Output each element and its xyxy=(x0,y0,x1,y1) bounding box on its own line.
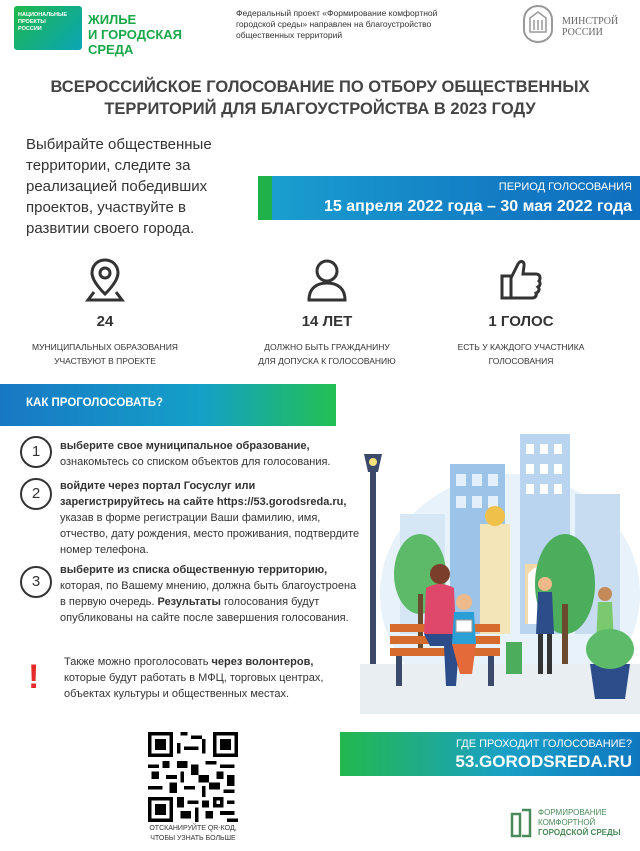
banner-accent-strip xyxy=(258,176,272,220)
qr-code[interactable] xyxy=(148,732,238,822)
step-number-1: 1 xyxy=(20,436,52,468)
location-pin-icon xyxy=(82,256,128,302)
intro-text: Выбирайте общественные территории, следите за реализацией победивших проектов, участвуйте в развитии своего города. xyxy=(26,136,212,237)
page-title xyxy=(50,76,590,120)
page-title-line1: ВСЕРОССИЙСКОЕ ГОЛОСОВАНИЕ ПО ОТБОРУ ОБЩЕСТВЕННЫХ xyxy=(50,78,590,96)
page-title-line2: ТЕРРИТОРИЙ ДЛЯ БЛАГОУСТРОЙСТВА В 2023 ГОДУ xyxy=(104,100,536,118)
stat-municipalities xyxy=(20,256,190,368)
qr-caption xyxy=(128,824,258,844)
step-3-detail: которая, по Вашему мнению, должна быть благоустроена в первую очередь. xyxy=(60,580,357,608)
step-3-bold: из списка общественную территорию, xyxy=(117,564,328,576)
voting-period-dates: 15 апреля 2022 года – 30 мая 2022 года xyxy=(324,198,632,215)
step-1-detail: ознакомьтесь со списком объектов для голосования. xyxy=(60,456,331,468)
stat-value: 14 ЛЕТ xyxy=(301,313,353,330)
ministry-logo xyxy=(520,4,630,48)
volunteer-detail: которые будут работать в МФЦ, торговых центрах, объектах культуры и общественных местах. xyxy=(64,672,324,700)
stat-desc-line1: МУНИЦИПАЛЬНЫХ ОБРАЗОВАНИЯ xyxy=(32,342,178,352)
thumbs-up-icon xyxy=(498,256,544,302)
qr-caption-line2: ЧТОБЫ УЗНАТЬ БОЛЬШЕ xyxy=(150,835,236,842)
stat-vote xyxy=(436,256,606,368)
step-number-2: 2 xyxy=(20,478,52,510)
exclamation-icon: ! xyxy=(28,658,40,696)
ministry-line1: МИНСТРОЙ xyxy=(562,16,619,27)
footer-logo-line3: ГОРОДСКОЙ СРЕДЫ xyxy=(538,828,621,837)
comfortable-environment-mark-icon xyxy=(510,806,532,840)
step-2-bold: войдите через портал Госуслуг или зарегистрируйтесь на сайте https://53.gorodsreda.ru, xyxy=(60,480,347,508)
footer-logo-line1: ФОРМИРОВАНИЕ xyxy=(538,808,607,817)
stat-age xyxy=(242,256,412,368)
stat-desc-line2: ДЛЯ ДОПУСКА К ГОЛОСОВАНИЮ xyxy=(258,356,396,366)
step-1-bold: выберите свое муниципальное образование, xyxy=(60,440,310,452)
qr-caption-line1: ОТСКАНИРУЙТЕ QR-КОД, xyxy=(149,825,237,832)
volunteer-pre: Также можно проголосовать xyxy=(64,656,209,668)
how-to-vote-banner xyxy=(0,384,336,426)
stat-description xyxy=(242,340,412,368)
step-3-pre: выберите xyxy=(60,564,115,576)
national-projects-small-text: НАЦИОНАЛЬНЫЕ ПРОЕКТЫ РОССИИ xyxy=(18,12,68,32)
step-3-text xyxy=(60,562,360,626)
national-projects-logo xyxy=(14,6,214,57)
comfortable-environment-text xyxy=(538,808,621,838)
how-to-vote-label: КАК ПРОГОЛОСОВАТЬ? xyxy=(26,397,164,409)
ministry-name xyxy=(562,16,618,38)
volunteer-bold: через волонтеров, xyxy=(211,656,314,668)
step-3-bold2: Результаты xyxy=(157,596,221,608)
step-2-text xyxy=(60,478,360,558)
stat-value: 24 xyxy=(96,313,114,330)
voting-site-link[interactable]: 53.GORODSREDA.RU xyxy=(455,752,632,771)
city-park-illustration xyxy=(360,424,640,714)
where-voting-banner xyxy=(340,732,640,776)
stat-desc-line1: ЕСТЬ У КАЖДОГО УЧАСТНИКА xyxy=(457,342,585,352)
footer-logo-line2: КОМФОРТНОЙ xyxy=(538,818,596,827)
where-voting-label: ГДЕ ПРОХОДИТ ГОЛОСОВАНИЕ? xyxy=(456,738,632,750)
project-title-line1: ЖИЛЬЕ xyxy=(88,12,137,27)
comfortable-environment-logo xyxy=(510,804,630,844)
federal-project-text: Федеральный проект «Формирование комфортной городской среды» направлен на благоустройство общественных территорий xyxy=(236,8,438,40)
project-title xyxy=(88,12,214,57)
project-title-line2: И ГОРОДСКАЯ СРЕДА xyxy=(88,27,183,57)
step-2-detail: указав в форме регистрации Ваши фамилию, имя, отчество, дату рождения, место проживания, подтвердите номер телефона. xyxy=(60,512,360,556)
stat-description xyxy=(436,340,606,368)
stat-desc-line1: ДОЛЖНО БЫТЬ ГРАЖДАНИНУ xyxy=(264,342,390,352)
stat-value: 1 ГОЛОС xyxy=(488,313,554,330)
voting-period-banner xyxy=(258,176,640,220)
step-1-text xyxy=(60,438,360,470)
person-icon xyxy=(304,256,350,302)
stat-description xyxy=(20,340,190,368)
ministry-line2: РОССИИ xyxy=(562,27,603,38)
voting-period-label: ПЕРИОД ГОЛОСОВАНИЯ xyxy=(498,181,632,193)
step-3-detail2: голосования будут опубликованы на сайте после завершения голосования. xyxy=(60,596,349,624)
step-number-3: 3 xyxy=(20,566,52,598)
stat-desc-line2: ГОЛОСОВАНИЯ xyxy=(488,356,554,366)
national-projects-mark xyxy=(14,6,82,50)
ministry-emblem-icon xyxy=(520,4,556,44)
stat-desc-line2: УЧАСТВУЮТ В ПРОЕКТЕ xyxy=(54,356,156,366)
volunteer-text xyxy=(64,654,354,702)
